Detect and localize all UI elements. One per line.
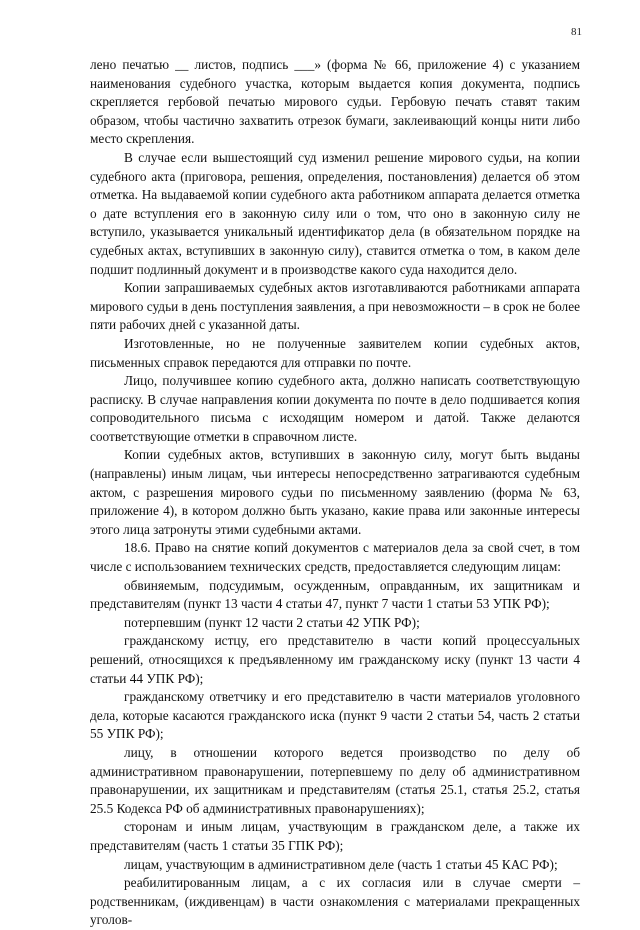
list-item: гражданскому истцу, его представителю в части копий процессуальных решений, относящихся к предъявленному им гражданскому иску (пункт 13 части 4 статьи 44 УПК РФ);: [90, 633, 580, 686]
list-item: сторонам и иным лицам, участвующим в гражданском деле, а также их представителям (часть 1 статьи 35 ГПК РФ);: [90, 819, 580, 853]
paragraph: Копии запрашиваемых судебных актов изготавливаются работниками аппарата мирового судьи в день поступления заявления, а при невозможности – в срок не более пяти рабочих дней с указанной даты.: [90, 280, 580, 333]
paragraph: Изготовленные, но не полученные заявителем копии судебных актов, письменных справок передаются для отправки по почте.: [90, 335, 580, 370]
paragraph: Лицо, получившее копию судебного акта, должно написать соответствующую расписку. В случае направления копии документа по почте в дело подшивается копия сопроводительного письма с исходящим номером и датой. Также делаются соответствующие отметки в справочном листе.: [90, 373, 580, 444]
document-body: [90, 56, 580, 930]
paragraph: В случае если вышестоящий суд изменил решение мирового судьи, на копии судебного акта (приговора, решения, определения, постановления) делается об этом отметка. На выдаваемой копии судебного акта работником аппарата делается отметка о дате вступления его в законную силу или о том, что оно в законную силу не вступило, указывается уникальный идентификатор дела (в обязательном порядке на судебных актах, вступивших в законную силу), ставится отметка о том, в каком деле подшит подлинный документ и в производстве какого суда находится дело.: [90, 149, 580, 277]
page-number: 81: [571, 26, 582, 38]
list-item: обвиняемым, подсудимым, осужденным, оправданным, их защитникам и представителям (пункт 13 части 4 статьи 47, пункт 7 части 1 статьи 53 УПК РФ);: [90, 577, 580, 612]
section-heading-paragraph: 18.6. Право на снятие копий документов с материалов дела за свой счет, в том числе с использованием технических средств, предоставляется следующим лицам:: [90, 540, 580, 575]
paragraph: Копии судебных актов, вступивших в законную силу, могут быть выданы (направлены) иным лицам, чьи интересы непосредственно затрагиваются судебным актом, с разрешения мирового судьи по письменному заявлению (форма № 63, приложение 4), в котором должно быть указано, какие права или законные интересы этого лица затронуты этими судебными актами.: [90, 447, 580, 537]
list-item: гражданскому ответчику и его представителю в части материалов уголовного дела, которые касаются гражданского иска (пункт 9 части 2 статьи 54, часть 2 статьи 55 УПК РФ);: [90, 689, 580, 742]
paragraph-continuation: лено печатью __ листов, подпись ___» (форма № 66, приложение 4) с указанием наименования судебного участка, которым выдается копия документа, подпись скрепляется гербовой печатью мирового судьи. Гербовую печать ставят таким образом, чтобы частично захватить отрезок бумаги, заклеивающий концы нити либо место скрепления.: [90, 57, 580, 147]
list-item: реабилитированным лицам, а с их согласия или в случае смерти – родственникам, (иждивенцам) в части ознакомления с материалами прекращенных уголов-: [90, 875, 580, 928]
list-item: лицам, участвующим в административном деле (часть 1 статьи 45 КАС РФ);: [124, 856, 558, 872]
list-item: лицу, в отношении которого ведется производство по делу об административном правонарушении, потерпевшему по делу об административном правонарушении, их защитникам и представителям (статья 25.1, статья 25.2, статья 25.5 Кодекса РФ об административных правонарушениях);: [90, 744, 580, 816]
list-item: потерпевшим (пункт 12 части 2 статьи 42 УПК РФ);: [124, 614, 420, 630]
